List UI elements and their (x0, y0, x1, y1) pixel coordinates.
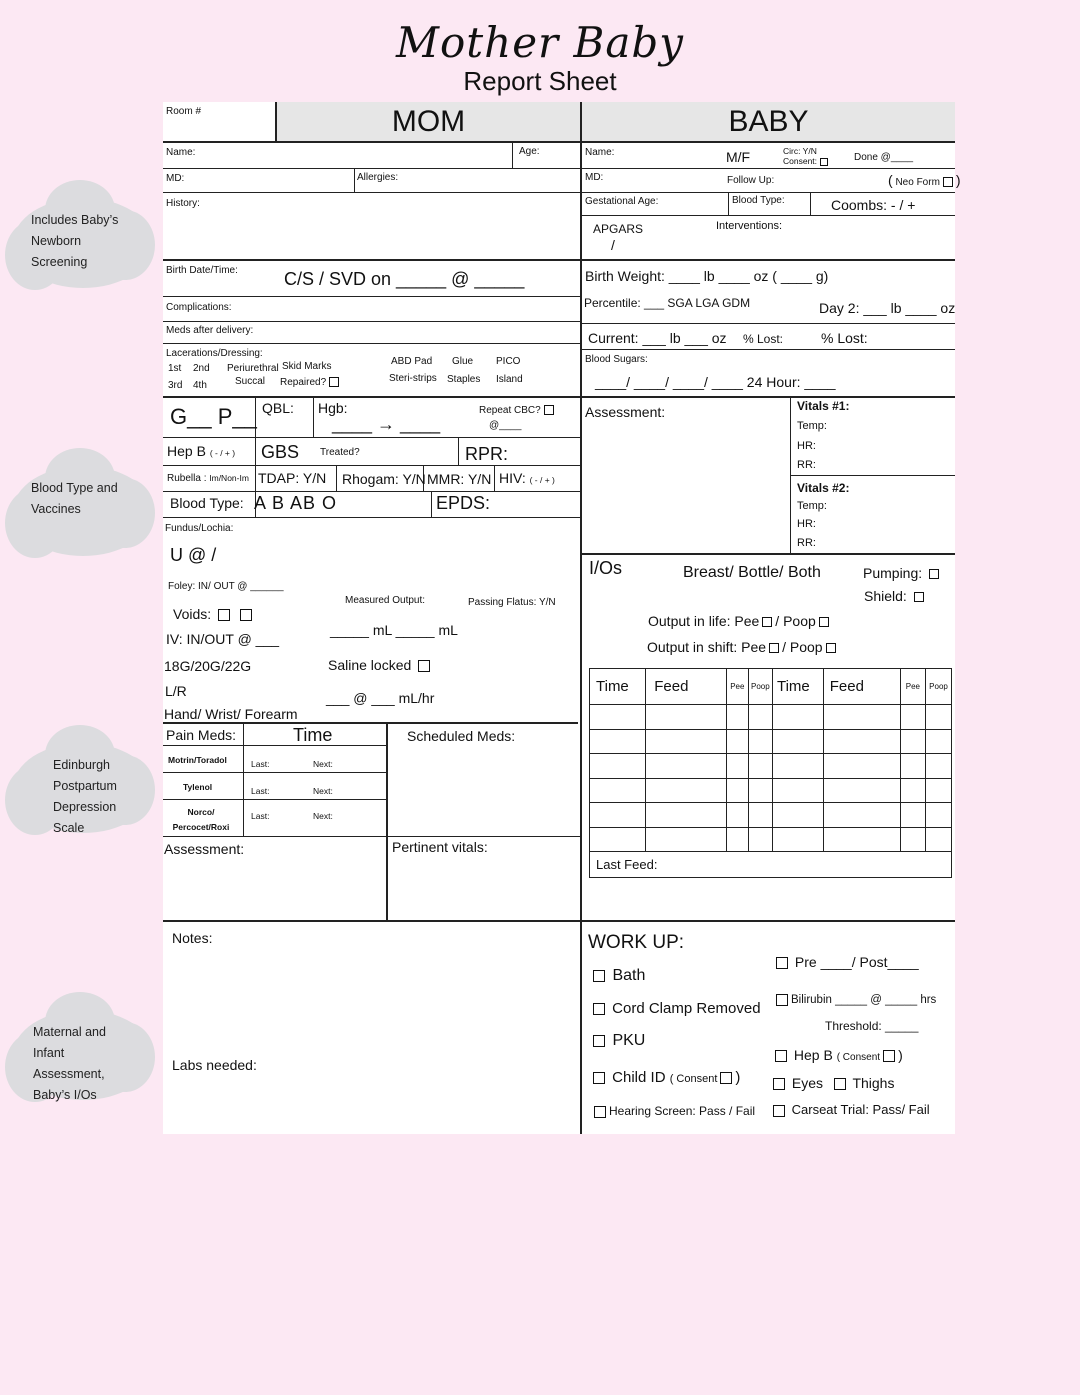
bilirubin-item: Bilirubin _____ @ _____ hrs (773, 994, 936, 1006)
mom-name-label: Name: (166, 147, 196, 158)
divider (163, 836, 580, 837)
hgb-line: ____ → ____ (332, 414, 441, 434)
workup-label: WORK UP: (588, 932, 685, 953)
island: Island (496, 374, 523, 385)
vitals2-label: Vitals #2: (797, 481, 850, 495)
output-life-label: Output in life: Pee / Poop (648, 613, 832, 629)
mom-header: MOM (277, 102, 580, 142)
page-title: Mother Baby (395, 18, 685, 67)
bilirubin-checkbox[interactable] (776, 994, 788, 1006)
fundus-lochia-label: Fundus/Lochia: (165, 523, 234, 534)
gravida-para: G__ P__ (170, 404, 257, 429)
io-col-time: Time (590, 669, 646, 705)
iv-rate-line: ___ @ ___ mL/hr (326, 690, 435, 706)
vitals2-rr: RR: (797, 537, 816, 549)
baby-assessment-label: Assessment: (585, 404, 666, 420)
staples: Staples (447, 374, 481, 385)
side-note-bubble (5, 448, 153, 556)
lac-1st: 1st (168, 363, 182, 374)
steri-strips: Steri-strips (389, 373, 437, 384)
divider (243, 723, 244, 836)
blood-sugars-label: Blood Sugars: (585, 354, 648, 365)
med1-next: Next: (313, 759, 333, 769)
divider (582, 215, 955, 216)
io-table (589, 668, 952, 878)
divider (582, 349, 955, 350)
apgars-label: APGARS (593, 222, 644, 236)
day2-weight-label: Day 2: ___ lb ____ oz (819, 300, 956, 316)
life-pee-checkbox[interactable] (762, 617, 772, 627)
hgb-label: Hgb: (318, 400, 348, 416)
divider (458, 437, 459, 465)
baby-hepb-consent-checkbox[interactable] (883, 1050, 895, 1062)
side-note-text: Includes Baby’s Newborn Screening (31, 213, 119, 269)
gestational-age-label: Gestational Age: (585, 196, 659, 207)
io-col-poop-2: Poop (926, 669, 952, 705)
meds-after-delivery-label: Meds after delivery: (166, 325, 254, 336)
circ-label: Circ: Y/N (783, 146, 817, 156)
repeat-cbc-checkbox[interactable] (544, 405, 554, 415)
shift-pee-checkbox[interactable] (769, 643, 779, 653)
io-header-row (590, 669, 952, 705)
skid-marks: Skid Marks (282, 361, 332, 372)
passing-flatus-label: Passing Flatus: Y/N (468, 597, 556, 608)
io-row (590, 827, 952, 852)
mom-age-label: Age: (519, 146, 540, 157)
side-note-text: Edinburgh Postpartum Depression Scale (53, 758, 117, 835)
life-poop-checkbox[interactable] (819, 617, 829, 627)
apgars-slash: / (611, 237, 615, 253)
pumping-label: Pumping: (863, 565, 942, 581)
voids-label: Voids: (173, 606, 255, 622)
repaired-label: Repaired? (280, 377, 342, 388)
shield-checkbox[interactable] (914, 592, 924, 602)
io-row (590, 754, 952, 779)
pertinent-vitals-label: Pertinent vitals: (392, 839, 488, 855)
divider (163, 192, 955, 193)
io-row (590, 705, 952, 730)
divider (728, 192, 729, 215)
baby-blood-type-label: Blood Type: (732, 195, 785, 206)
divider (163, 343, 580, 344)
divider (810, 192, 811, 215)
med1-last: Last: (251, 759, 270, 769)
baby-md-label: MD: (585, 172, 604, 183)
divider (354, 168, 355, 192)
day2-pct-lost: % Lost: (821, 330, 868, 346)
blood-type-options: A B AB O (254, 493, 338, 513)
vitals2-temp: Temp: (797, 500, 827, 512)
med-motrin: Motrin/Toradol (168, 755, 227, 765)
center-divider (580, 102, 582, 1134)
rhogam-label: Rhogam: Y/N (342, 471, 426, 487)
mom-assessment-label: Assessment: (164, 841, 245, 857)
divider (163, 745, 387, 746)
rpr-label: RPR: (465, 444, 509, 464)
lac-3rd: 3rd (168, 380, 183, 391)
room-label: Room # (166, 106, 202, 117)
io-row (590, 803, 952, 828)
divider (163, 799, 387, 800)
med-norco: Norco/ Percocet/Roxi (172, 807, 230, 832)
foley-label: Foley: IN/ OUT @ ______ (168, 581, 284, 592)
io-col-poop: Poop (748, 669, 772, 705)
divider (163, 517, 580, 518)
lr-label: L/R (165, 683, 187, 699)
hepb-label: Hep B ( - / + ) (167, 443, 236, 459)
pumping-checkbox[interactable] (929, 569, 939, 579)
tdap-label: TDAP: Y/N (258, 470, 327, 486)
divider (275, 102, 277, 142)
io-row (590, 778, 952, 803)
divider (313, 397, 314, 437)
shield-label: Shield: (864, 588, 927, 604)
baby-name-label: Name: (585, 147, 615, 158)
feed-type-label: Breast/ Bottle/ Both (683, 564, 821, 581)
med3-last: Last: (251, 811, 270, 821)
birth-datetime-label: Birth Date/Time: (166, 265, 238, 276)
side-note-bubble (5, 725, 153, 833)
labs-needed-label: Labs needed: (172, 1057, 257, 1073)
bath-checkbox[interactable] (593, 970, 605, 982)
shift-poop-checkbox[interactable] (826, 643, 836, 653)
mmr-label: MMR: Y/N (427, 471, 492, 487)
vitals1-rr: RR: (797, 459, 816, 471)
child-id-checkbox[interactable] (593, 1072, 605, 1084)
io-col-time-2: Time (772, 669, 823, 705)
complications-label: Complications: (166, 302, 232, 313)
abd-pad: ABD Pad (391, 356, 433, 367)
thighs-checkbox[interactable] (834, 1078, 846, 1090)
carseat-item: Carseat Trial: Pass/ Fail (770, 1102, 930, 1117)
divider (163, 396, 955, 398)
divider (163, 168, 955, 169)
side-note-text: Maternal and Infant Assessment, Baby’s I/Os (33, 1025, 106, 1102)
hearing-screen-checkbox[interactable] (594, 1106, 606, 1118)
divider (790, 475, 955, 476)
notes-label: Notes: (172, 930, 213, 946)
side-note-bubble (5, 992, 153, 1100)
interventions-label: Interventions: (716, 220, 783, 232)
current-pct-lost: % Lost: (743, 332, 784, 346)
pain-meds-label: Pain Meds: (166, 727, 237, 743)
divider (163, 321, 580, 322)
fundus-u-at: U @ / (170, 545, 217, 565)
current-weight-label: Current: ___ lb ___ oz (588, 330, 727, 346)
mom-md-label: MD: (166, 173, 185, 184)
divider (431, 491, 432, 517)
birth-weight-label: Birth Weight: ____ lb ____ oz ( ____ g) (585, 268, 829, 284)
hiv-label: HIV: ( - / + ) (499, 470, 555, 486)
sex-label: M/F (726, 149, 751, 165)
percentile-label: Percentile: ___ SGA LGA GDM (584, 296, 751, 310)
iv-site-label: Hand/ Wrist/ Forearm (164, 706, 298, 722)
gbs-label: GBS (261, 442, 300, 462)
divider (163, 465, 580, 466)
delivery-line: C/S / SVD on _____ @ _____ (284, 269, 525, 289)
med-tylenol: Tylenol (183, 782, 213, 792)
allergies-label: Allergies: (357, 172, 399, 183)
divider (582, 553, 955, 555)
qbl-label: QBL: (262, 400, 294, 416)
child-id-item: Child ID ( Consent ) (590, 1069, 740, 1086)
periurethral: Periurethral (227, 363, 279, 374)
side-note-text: Blood Type and Vaccines (31, 481, 118, 516)
report-sheet (163, 102, 955, 1134)
blood-type-label: Blood Type: (170, 495, 244, 511)
divider (336, 465, 337, 491)
output-shift-label: Output in shift: Pee / Poop (647, 639, 839, 655)
cord-clamp-checkbox[interactable] (593, 1003, 605, 1015)
saline-locked-checkbox[interactable] (418, 660, 430, 672)
lac-2nd: 2nd (193, 363, 210, 374)
void-checkbox-2[interactable] (240, 609, 252, 621)
repaired-checkbox[interactable] (329, 377, 339, 387)
med3-next: Next: (313, 811, 333, 821)
vitals1-label: Vitals #1: (797, 399, 850, 413)
threshold-label: Threshold: _____ (825, 1019, 919, 1033)
divider (163, 437, 580, 438)
divider (386, 723, 388, 920)
lacerations-label: Lacerations/Dressing: (166, 348, 263, 359)
eyes-thighs-item: Eyes Thighs (770, 1075, 894, 1091)
repeat-cbc-label: Repeat CBC? (479, 405, 557, 416)
glue: Glue (452, 356, 474, 367)
done-at-label: Done @____ (854, 152, 914, 163)
iv-label: IV: IN/OUT @ ___ (166, 631, 280, 647)
output-ml-line: _____ mL _____ mL (330, 622, 458, 638)
baby-hepb-item: Hep B ( Consent ) (772, 1047, 903, 1063)
iv-gauge: 18G/20G/22G (164, 658, 252, 674)
divider (494, 465, 495, 491)
side-note-bubble (5, 180, 153, 288)
divider (163, 259, 955, 261)
neo-form-checkbox[interactable] (943, 177, 953, 187)
rubella-label: Rubella : Im/Non-Im (167, 473, 249, 484)
cord-clamp-item: Cord Clamp Removed (590, 1000, 761, 1017)
succal: Succal (235, 376, 266, 387)
bath-item: Bath (590, 967, 645, 985)
divider (163, 296, 580, 297)
io-col-pee-2: Pee (900, 669, 925, 705)
void-checkbox-1[interactable] (218, 609, 230, 621)
io-col-pee: Pee (726, 669, 748, 705)
scheduled-meds-label: Scheduled Meds: (407, 728, 516, 744)
pku-item: PKU (590, 1032, 645, 1050)
io-col-feed-2: Feed (823, 669, 900, 705)
divider (163, 491, 580, 492)
ios-label: I/Os (589, 558, 623, 578)
blood-sugars-line: ____/ ____/ ____/ ____ 24 Hour: ____ (595, 374, 836, 390)
vitals2-hr: HR: (797, 518, 816, 530)
divider (163, 722, 578, 724)
last-feed-label: Last Feed: (590, 852, 952, 878)
follow-up-label: Follow Up: (727, 175, 775, 186)
eyes-checkbox[interactable] (773, 1078, 785, 1090)
treated-label: Treated? (320, 447, 360, 458)
page-subtitle: Report Sheet (463, 66, 617, 96)
io-row (590, 729, 952, 754)
pre-post-checkbox[interactable] (776, 957, 788, 969)
io-col-feed: Feed (646, 669, 727, 705)
pre-post-item: Pre ____/ Post____ (773, 954, 919, 970)
last-feed-row (590, 852, 952, 878)
pku-checkbox[interactable] (593, 1035, 605, 1047)
history-label: History: (166, 198, 200, 209)
pico: PICO (496, 356, 521, 367)
divider (512, 142, 513, 168)
med2-next: Next: (313, 786, 333, 796)
measured-output-label: Measured Output: (345, 595, 426, 606)
circ-consent-label: Consent: (783, 156, 831, 166)
hearing-screen-item: Hearing Screen: Pass / Fail (591, 1104, 755, 1118)
med2-last: Last: (251, 786, 270, 796)
baby-hepb-checkbox[interactable] (775, 1050, 787, 1062)
epds-label: EPDS: (436, 493, 491, 513)
lac-4th: 4th (193, 380, 207, 391)
divider (163, 141, 955, 143)
divider (163, 920, 955, 922)
circ-consent-checkbox[interactable] (820, 158, 828, 166)
carseat-checkbox[interactable] (773, 1105, 785, 1117)
neo-form-label: ( Neo Form ) (888, 172, 961, 188)
divider (582, 323, 955, 324)
divider (790, 397, 791, 553)
coombs-label: Coombs: - / + (831, 197, 916, 213)
child-id-consent-checkbox[interactable] (720, 1072, 732, 1084)
vitals1-hr: HR: (797, 440, 816, 452)
repeat-cbc-at: @____ (489, 420, 522, 431)
divider (163, 772, 387, 773)
pain-time-header: Time (293, 725, 333, 745)
saline-locked-label: Saline locked (328, 657, 433, 673)
baby-header: BABY (582, 102, 955, 142)
vitals1-temp: Temp: (797, 420, 827, 432)
